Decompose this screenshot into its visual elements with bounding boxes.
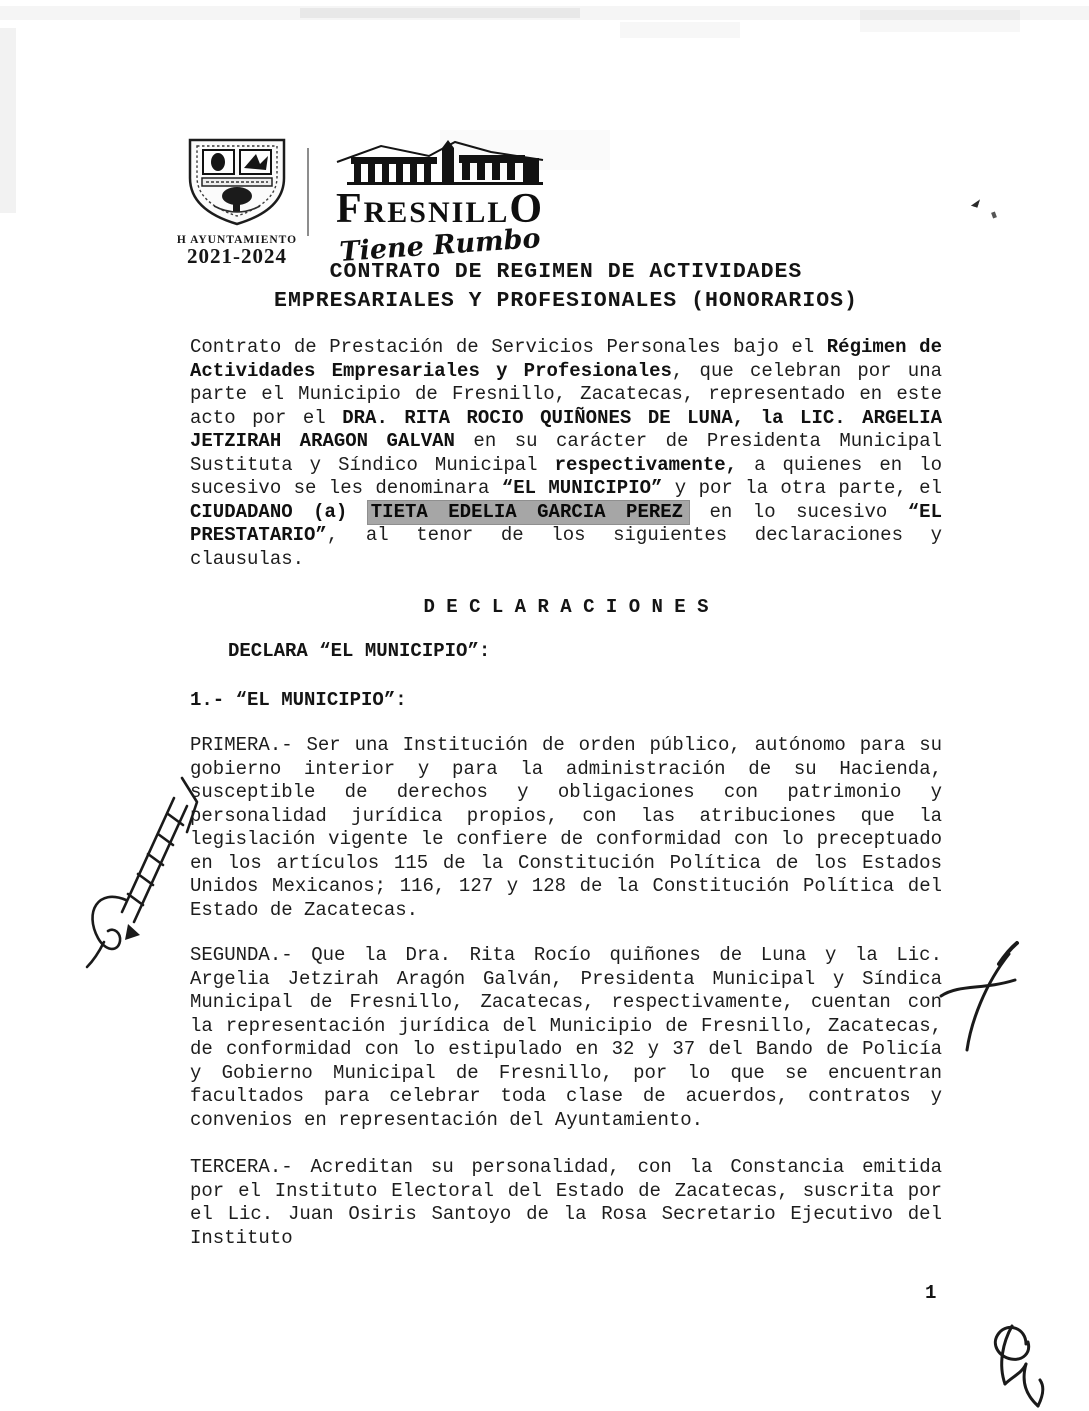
intro-segment: y por la otra parte, el: [662, 477, 942, 499]
municipal-crest-icon: [178, 134, 296, 228]
document-title: [190, 258, 942, 316]
scan-speck: [991, 211, 997, 218]
intro-segment: , al tenor de los siguientes declaraciones y clausulas.: [190, 524, 942, 570]
logo-tagline: Tiene Rumbo: [338, 223, 542, 268]
intro-segment: en lo sucesivo: [689, 500, 908, 523]
scan-speck: [971, 197, 980, 208]
title-line-1: CONTRATO DE REGIMEN DE ACTIVIDADES: [329, 260, 803, 284]
intro-segment: a quienes en lo sucesivo se les denominara: [190, 453, 942, 499]
crest-caption: H AYUNTAMIENTO: [176, 234, 298, 246]
scan-noise-left-streak: [0, 28, 16, 213]
scan-noise-band: [0, 6, 1089, 20]
right-margin-ink-checkmark: [933, 938, 1028, 1058]
declara-municipio-line: DECLARA “EL MUNICIPIO”:: [228, 640, 491, 662]
letterhead-divider: [307, 148, 309, 236]
scan-noise-smudge: [620, 22, 740, 38]
intro-segment-bold: DRA. RITA ROCIO QUIÑONES DE LUNA, la LIC. ARGELIA JETZIRAH ARAGON GALVAN: [190, 406, 942, 452]
letterhead-crest: [170, 134, 304, 266]
intro-paragraph: [190, 336, 942, 571]
intro-segment-bold: respectivamente,: [554, 453, 738, 476]
fresnillo-logo: [322, 140, 558, 268]
scan-noise-smudge: [860, 10, 1020, 32]
page-number: 1: [925, 1282, 937, 1304]
clause-tercera: TERCERA.- Acreditan su personalidad, con la Constancia emitida por el Instituto Electoral del Estado de Zacatecas, suscrita por el Lic. Juan Osiris Santoyo de la Rosa Secretario Ejecutivo del Instituto: [190, 1156, 942, 1249]
intro-segment-bold: CIUDADANO (a): [190, 500, 368, 523]
intro-segment-bold: Régimen de Actividades Empresariales y Profesionales: [190, 336, 942, 382]
highlighted-party-name: TIETA EDELIA GARCIA PEREZ: [368, 501, 689, 524]
wordmark-middle: RESNILL: [363, 196, 510, 229]
wordmark-initial: F: [335, 186, 364, 232]
clause-segunda: SEGUNDA.- Que la Dra. Rita Rocío quiñones de Luna y la Lic. Argelia Jetzirah Aragón Galván, Presidenta Municipal y Síndica Municipal de Fresnillo, Zacatecas, respectivamente, cuentan con la representación jurídica del Municipio de Fresnillo, Zacatecas, de conformidad con lo estipulado en 32 y 37 del Bando de Policía y Gobierno Municipal de Fresnillo, por lo que se encuentran facultados para celebrar toda clase de acuerdos, contratos y convenios en representación del Ayuntamiento.: [190, 944, 942, 1131]
intro-segment: en su carácter de Presidenta Municipal Sustituta y Síndico Municipal: [190, 430, 942, 476]
left-margin-ink-scribble: [70, 772, 210, 970]
monument-silhouette-icon: [333, 140, 547, 188]
bottom-right-ink-initial: [980, 1320, 1060, 1411]
scan-noise-smudge: [300, 8, 580, 18]
title-line-2: EMPRESARIALES Y PROFESIONALES (HONORARIOS): [274, 289, 858, 313]
intro-segment: , que celebran por una parte el Municipio de Fresnillo, Zacatecas, representado en este acto por el: [190, 359, 943, 429]
declarations-heading: D E C L A R A C I O N E S: [423, 596, 709, 618]
intro-segment-bold: “EL MUNICIPIO”: [501, 477, 663, 499]
intro-segment: Contrato de Prestación de Servicios Personales bajo el: [190, 336, 827, 358]
wordmark-final: O: [509, 186, 545, 232]
intro-segment-bold: “EL PRESTATARIO”: [190, 500, 942, 546]
crest-term: 2021-2024: [187, 244, 287, 268]
clause-primera: PRIMERA.- Ser una Institución de orden público, autónomo para su gobierno interior y para la administración de su Hacienda, susceptible de derechos y obligaciones con patrimonio y personalidad jurídica propios, con las atribuciones que la legislación vigente le confiere de conformidad con lo preceptuado en los artículos 115 de la Constitución Política de los Estados Unidos Mexicanos; 116, 127 y 128 de la Constitución Política del Estado de Zacatecas.: [190, 734, 942, 921]
item-1-municipio-line: 1.- “EL MUNICIPIO”:: [190, 689, 407, 711]
